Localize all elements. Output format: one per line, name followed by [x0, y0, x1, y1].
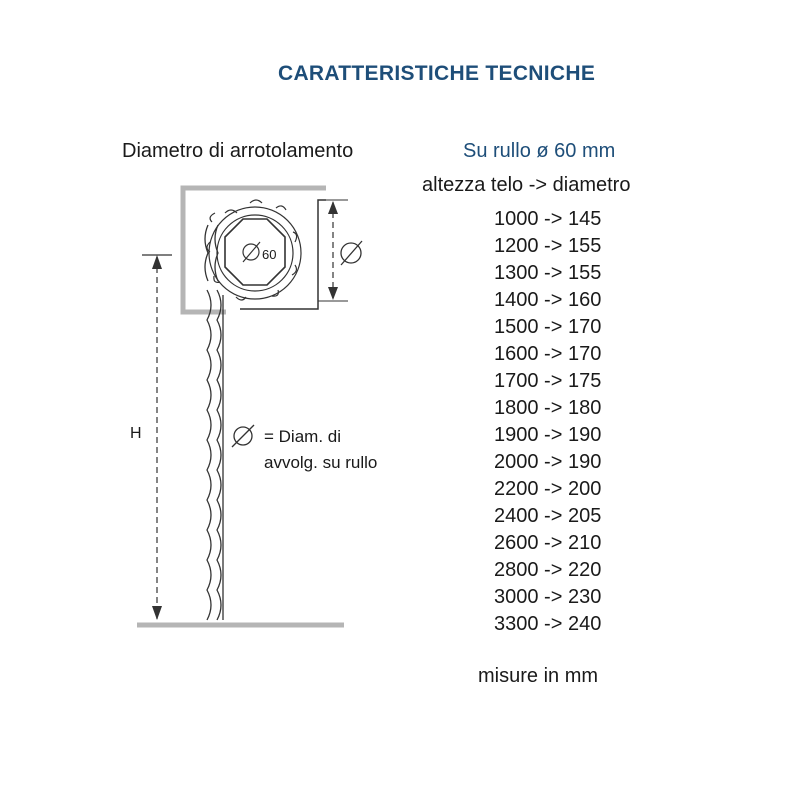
diameter-symbol-icon — [341, 241, 362, 265]
list-item: 2400 -> 205 — [494, 505, 602, 527]
diameter-arrow-bottom — [328, 287, 338, 300]
diameter-legend — [264, 424, 377, 476]
list-item: 1700 -> 175 — [494, 370, 602, 392]
curtain-slats — [205, 225, 223, 620]
height-arrow-top — [152, 255, 162, 269]
list-item: 2800 -> 220 — [494, 559, 602, 581]
list-item: 2600 -> 210 — [494, 532, 602, 554]
list-item: 2200 -> 200 — [494, 478, 602, 500]
legend-line-2: avvolg. su rullo — [264, 453, 378, 472]
list-item: 2000 -> 190 — [494, 451, 602, 473]
height-label: H — [130, 425, 142, 442]
diagram-subtitle: Diametro di arrotolamento — [122, 140, 354, 162]
diameter-arrow-top — [328, 201, 338, 214]
unit-note: misure in mm — [478, 665, 599, 687]
list-item: 3000 -> 230 — [494, 586, 602, 608]
list-item: 1600 -> 170 — [494, 343, 602, 365]
list-item: 1300 -> 155 — [494, 262, 602, 284]
list-item: 1400 -> 160 — [494, 289, 602, 311]
list-item: 3300 -> 240 — [494, 613, 602, 635]
list-item: 1900 -> 190 — [494, 424, 602, 446]
height-arrow-bottom — [152, 606, 162, 620]
page-title: CARATTERISTICHE TECNICHE — [278, 62, 596, 85]
legend-line-1: = Diam. di — [264, 427, 341, 446]
roller-diameter-number: 60 — [262, 247, 277, 262]
list-item: 1500 -> 170 — [494, 316, 602, 338]
list-item: 1000 -> 145 — [494, 208, 602, 230]
list-item: 1800 -> 180 — [494, 397, 602, 419]
legend-diameter-icon — [232, 425, 254, 447]
list-item: 1200 -> 155 — [494, 235, 602, 257]
table-header: altezza telo -> diametro — [422, 174, 631, 196]
roller-diameter-label: Su rullo ø 60 mm — [463, 140, 616, 162]
